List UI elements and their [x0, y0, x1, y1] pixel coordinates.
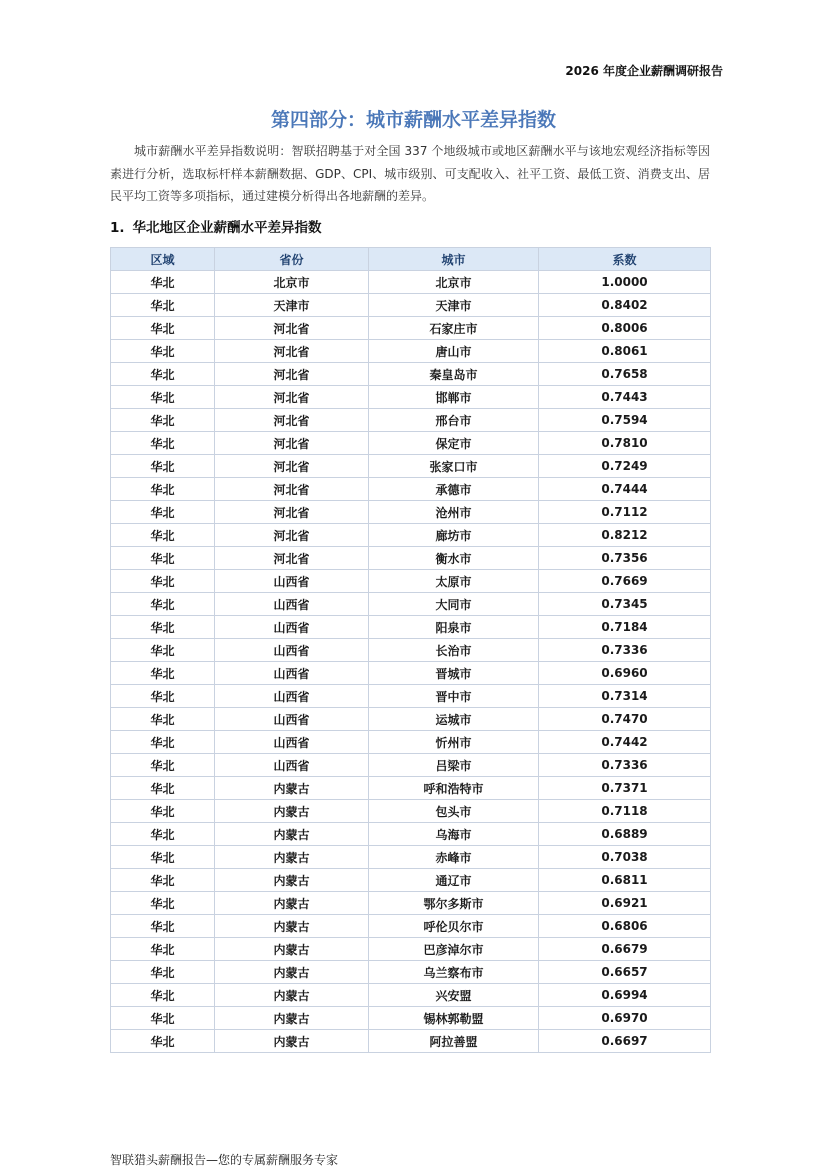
- table-row: [111, 685, 711, 708]
- coefficient-cell: 0.7336: [539, 754, 711, 777]
- city-cell: 赤峰市: [369, 846, 539, 869]
- city-cell: 保定市: [369, 432, 539, 455]
- region-cell: 华北: [111, 915, 215, 938]
- province-cell: 山西省: [215, 754, 369, 777]
- table-row: [111, 961, 711, 984]
- coefficient-cell: 0.7442: [539, 731, 711, 754]
- coefficient-cell: 1.0000: [539, 271, 711, 294]
- region-cell: 华北: [111, 501, 215, 524]
- province-cell: 山西省: [215, 731, 369, 754]
- city-cell: 晋城市: [369, 662, 539, 685]
- region-cell: 华北: [111, 547, 215, 570]
- region-cell: 华北: [111, 409, 215, 432]
- province-cell: 内蒙古: [215, 869, 369, 892]
- table-row: [111, 455, 711, 478]
- table-body: [111, 271, 711, 1053]
- coefficient-cell: 0.8212: [539, 524, 711, 547]
- region-cell: 华北: [111, 570, 215, 593]
- table-row: [111, 1007, 711, 1030]
- coefficient-cell: 0.6970: [539, 1007, 711, 1030]
- city-cell: 乌海市: [369, 823, 539, 846]
- table-row: [111, 639, 711, 662]
- city-cell: 巴彦淖尔市: [369, 938, 539, 961]
- column-header-coefficient: 系数: [539, 248, 711, 271]
- table-row: [111, 501, 711, 524]
- city-cell: 石家庄市: [369, 317, 539, 340]
- city-cell: 运城市: [369, 708, 539, 731]
- region-cell: 华北: [111, 478, 215, 501]
- table-row: [111, 524, 711, 547]
- table-row: [111, 915, 711, 938]
- province-cell: 河北省: [215, 363, 369, 386]
- table-row: [111, 294, 711, 317]
- region-cell: 华北: [111, 823, 215, 846]
- region-cell: 华北: [111, 662, 215, 685]
- coefficient-cell: 0.7444: [539, 478, 711, 501]
- city-cell: 呼和浩特市: [369, 777, 539, 800]
- province-cell: 河北省: [215, 386, 369, 409]
- city-cell: 呼伦贝尔市: [369, 915, 539, 938]
- province-cell: 内蒙古: [215, 800, 369, 823]
- coefficient-cell: 0.7118: [539, 800, 711, 823]
- coefficient-cell: 0.7594: [539, 409, 711, 432]
- province-cell: 内蒙古: [215, 1007, 369, 1030]
- province-cell: 河北省: [215, 501, 369, 524]
- coefficient-cell: 0.8061: [539, 340, 711, 363]
- region-cell: 华北: [111, 455, 215, 478]
- table-row: [111, 800, 711, 823]
- province-cell: 河北省: [215, 478, 369, 501]
- table-row: [111, 938, 711, 961]
- province-cell: 山西省: [215, 662, 369, 685]
- region-cell: 华北: [111, 800, 215, 823]
- province-cell: 内蒙古: [215, 938, 369, 961]
- table-row: [111, 570, 711, 593]
- coefficient-cell: 0.7669: [539, 570, 711, 593]
- coefficient-cell: 0.7443: [539, 386, 711, 409]
- region-cell: 华北: [111, 386, 215, 409]
- province-cell: 山西省: [215, 685, 369, 708]
- table-row: [111, 869, 711, 892]
- region-cell: 华北: [111, 984, 215, 1007]
- city-cell: 吕梁市: [369, 754, 539, 777]
- section-title-text: 华北地区企业薪酬水平差异指数: [132, 220, 322, 236]
- city-cell: 天津市: [369, 294, 539, 317]
- province-cell: 内蒙古: [215, 961, 369, 984]
- city-cell: 鄂尔多斯市: [369, 892, 539, 915]
- table-row: [111, 432, 711, 455]
- table-header-row: [111, 248, 711, 271]
- region-cell: 华北: [111, 271, 215, 294]
- table-row: [111, 547, 711, 570]
- coefficient-cell: 0.7470: [539, 708, 711, 731]
- province-cell: 山西省: [215, 639, 369, 662]
- province-cell: 内蒙古: [215, 777, 369, 800]
- table-row: [111, 846, 711, 869]
- region-cell: 华北: [111, 846, 215, 869]
- coefficient-cell: 0.8006: [539, 317, 711, 340]
- region-cell: 华北: [111, 639, 215, 662]
- city-cell: 北京市: [369, 271, 539, 294]
- city-cell: 邢台市: [369, 409, 539, 432]
- coefficient-cell: 0.6657: [539, 961, 711, 984]
- coefficient-cell: 0.6679: [539, 938, 711, 961]
- coefficient-cell: 0.7314: [539, 685, 711, 708]
- table-row: [111, 754, 711, 777]
- coefficient-cell: 0.7345: [539, 593, 711, 616]
- province-cell: 河北省: [215, 547, 369, 570]
- coefficient-cell: 0.6811: [539, 869, 711, 892]
- region-cell: 华北: [111, 340, 215, 363]
- coefficient-cell: 0.6697: [539, 1030, 711, 1053]
- province-cell: 内蒙古: [215, 984, 369, 1007]
- page-header-title: 2026 年度企业薪酬调研报告: [565, 64, 723, 78]
- coefficient-cell: 0.7112: [539, 501, 711, 524]
- section-number: 1.: [110, 220, 125, 236]
- province-cell: 河北省: [215, 340, 369, 363]
- coefficient-cell: 0.7336: [539, 639, 711, 662]
- region-cell: 华北: [111, 363, 215, 386]
- table-row: [111, 823, 711, 846]
- region-cell: 华北: [111, 593, 215, 616]
- table-row: [111, 478, 711, 501]
- column-header-region: 区域: [111, 248, 215, 271]
- table-row: [111, 708, 711, 731]
- coefficient-cell: 0.7658: [539, 363, 711, 386]
- region-cell: 华北: [111, 317, 215, 340]
- coefficient-cell: 0.6960: [539, 662, 711, 685]
- city-cell: 大同市: [369, 593, 539, 616]
- table-row: [111, 271, 711, 294]
- city-cell: 锡林郭勒盟: [369, 1007, 539, 1030]
- province-cell: 内蒙古: [215, 823, 369, 846]
- region-cell: 华北: [111, 731, 215, 754]
- coefficient-cell: 0.7356: [539, 547, 711, 570]
- table-row: [111, 340, 711, 363]
- city-cell: 阿拉善盟: [369, 1030, 539, 1053]
- province-cell: 河北省: [215, 432, 369, 455]
- coefficient-cell: 0.6921: [539, 892, 711, 915]
- page-footer: 智联猎头薪酬报告—您的专属薪酬服务专家: [110, 1153, 339, 1167]
- province-cell: 山西省: [215, 616, 369, 639]
- table-row: [111, 317, 711, 340]
- city-cell: 沧州市: [369, 501, 539, 524]
- region-cell: 华北: [111, 685, 215, 708]
- city-cell: 乌兰察布市: [369, 961, 539, 984]
- region-cell: 华北: [111, 616, 215, 639]
- region-cell: 华北: [111, 708, 215, 731]
- section-title: [110, 216, 322, 236]
- region-cell: 华北: [111, 777, 215, 800]
- province-cell: 山西省: [215, 570, 369, 593]
- table-row: [111, 662, 711, 685]
- page-title: 第四部分：城市薪酬水平差异指数: [270, 109, 556, 131]
- city-cell: 长治市: [369, 639, 539, 662]
- region-cell: 华北: [111, 869, 215, 892]
- salary-index-table: [110, 247, 711, 1053]
- region-cell: 华北: [111, 524, 215, 547]
- region-cell: 华北: [111, 754, 215, 777]
- city-cell: 廊坊市: [369, 524, 539, 547]
- coefficient-cell: 0.8402: [539, 294, 711, 317]
- column-header-province: 省份: [215, 248, 369, 271]
- table-row: [111, 386, 711, 409]
- table-row: [111, 984, 711, 1007]
- region-cell: 华北: [111, 961, 215, 984]
- province-cell: 内蒙古: [215, 1030, 369, 1053]
- table-row: [111, 616, 711, 639]
- province-cell: 北京市: [215, 271, 369, 294]
- table-row: [111, 593, 711, 616]
- city-cell: 衡水市: [369, 547, 539, 570]
- city-cell: 秦皇岛市: [369, 363, 539, 386]
- column-header-city: 城市: [369, 248, 539, 271]
- city-cell: 邯郸市: [369, 386, 539, 409]
- region-cell: 华北: [111, 892, 215, 915]
- region-cell: 华北: [111, 938, 215, 961]
- intro-paragraph: 城市薪酬水平差异指数说明：智联招聘基于对全国 337 个地级城市或地区薪酬水平与该地宏观经济指标等因素进行分析，选取标杆样本薪酬数据、GDP、CPI、城市级别、可支配收入、社平工资、最低工资、消费支出、居民平均工资等多项指标，通过建模分析得出各地薪酬的差异。: [110, 144, 710, 203]
- city-cell: 阳泉市: [369, 616, 539, 639]
- coefficient-cell: 0.6994: [539, 984, 711, 1007]
- province-cell: 内蒙古: [215, 846, 369, 869]
- city-cell: 张家口市: [369, 455, 539, 478]
- city-cell: 包头市: [369, 800, 539, 823]
- coefficient-cell: 0.7184: [539, 616, 711, 639]
- city-cell: 太原市: [369, 570, 539, 593]
- table-row: [111, 731, 711, 754]
- province-cell: 河北省: [215, 317, 369, 340]
- region-cell: 华北: [111, 432, 215, 455]
- province-cell: 山西省: [215, 708, 369, 731]
- coefficient-cell: 0.6889: [539, 823, 711, 846]
- region-cell: 华北: [111, 1007, 215, 1030]
- province-cell: 内蒙古: [215, 892, 369, 915]
- table-row: [111, 409, 711, 432]
- province-cell: 河北省: [215, 455, 369, 478]
- city-cell: 忻州市: [369, 731, 539, 754]
- table-row: [111, 363, 711, 386]
- coefficient-cell: 0.7810: [539, 432, 711, 455]
- coefficient-cell: 0.7249: [539, 455, 711, 478]
- city-cell: 兴安盟: [369, 984, 539, 1007]
- city-cell: 唐山市: [369, 340, 539, 363]
- region-cell: 华北: [111, 1030, 215, 1053]
- region-cell: 华北: [111, 294, 215, 317]
- table-row: [111, 777, 711, 800]
- province-cell: 内蒙古: [215, 915, 369, 938]
- city-cell: 承德市: [369, 478, 539, 501]
- table-row: [111, 1030, 711, 1053]
- province-cell: 河北省: [215, 524, 369, 547]
- coefficient-cell: 0.7038: [539, 846, 711, 869]
- coefficient-cell: 0.7371: [539, 777, 711, 800]
- city-cell: 通辽市: [369, 869, 539, 892]
- province-cell: 天津市: [215, 294, 369, 317]
- province-cell: 山西省: [215, 593, 369, 616]
- table-row: [111, 892, 711, 915]
- city-cell: 晋中市: [369, 685, 539, 708]
- coefficient-cell: 0.6806: [539, 915, 711, 938]
- province-cell: 河北省: [215, 409, 369, 432]
